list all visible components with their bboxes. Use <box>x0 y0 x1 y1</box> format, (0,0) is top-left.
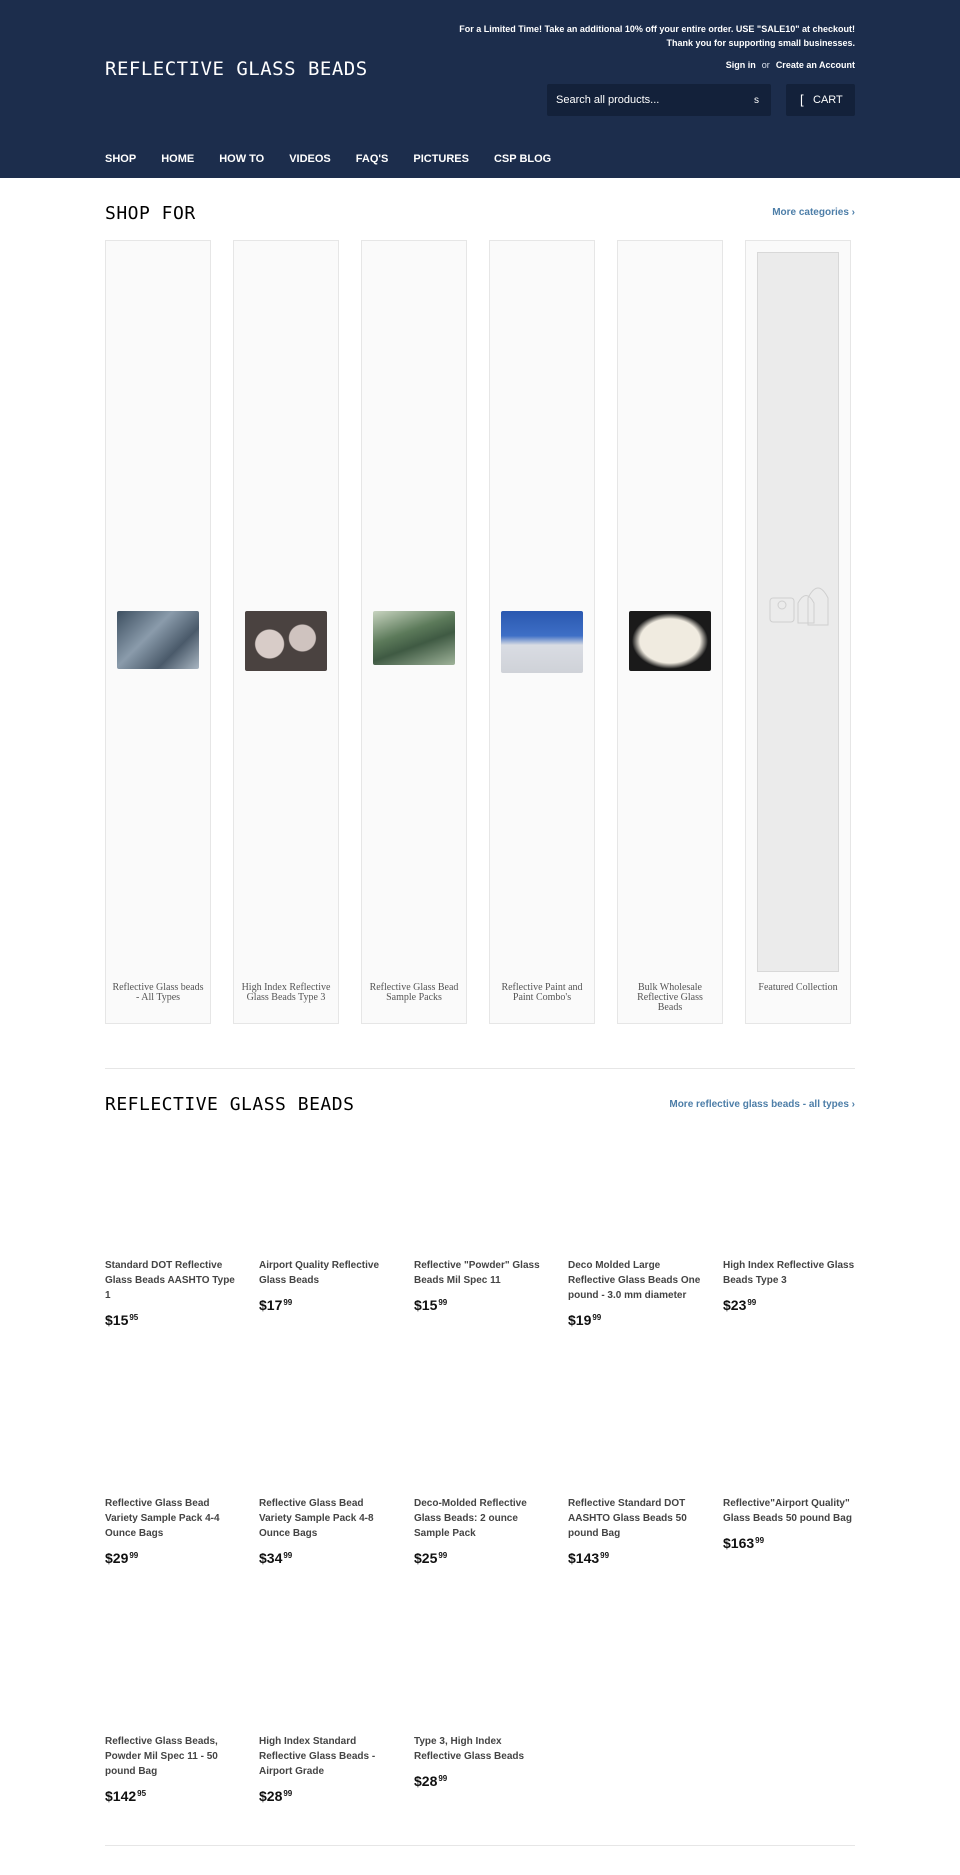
category-card[interactable] <box>489 240 595 1024</box>
category-label: Bulk Wholesale Reflective Glass Beads <box>637 982 703 1013</box>
cart-icon: [ <box>800 92 804 107</box>
category-card[interactable] <box>105 240 211 1024</box>
product-card[interactable] <box>259 1734 394 1804</box>
more-beads-link[interactable]: More reflective glass beads - all types › <box>669 1099 855 1110</box>
category-card[interactable] <box>361 240 467 1024</box>
product-name[interactable]: Reflective Glass Beads, Powder Mil Spec 11 - 50 pound Bag <box>105 1736 218 1777</box>
product-name[interactable]: Reflective Glass Bead Variety Sample Pack 4-4 Ounce Bags <box>105 1498 220 1539</box>
placeholder-image-icon <box>758 253 840 973</box>
product-card[interactable] <box>259 1258 394 1313</box>
nav-how-to[interactable]: HOW TO <box>219 153 265 165</box>
product-card[interactable] <box>259 1496 394 1566</box>
paint-bucket-photo-icon <box>501 611 583 673</box>
site-header <box>0 0 960 178</box>
product-name[interactable]: Reflective"Airport Quality" Glass Beads 50 pound Bag <box>723 1498 852 1524</box>
product-card[interactable] <box>568 1258 703 1328</box>
product-card[interactable] <box>414 1496 549 1566</box>
product-name[interactable]: High Index Reflective Glass Beads Type 3 <box>723 1260 855 1286</box>
cart-button[interactable] <box>786 84 855 116</box>
nav-csp-blog[interactable]: CSP BLOG <box>493 153 552 165</box>
sample-bags-photo-icon <box>373 611 455 665</box>
product-name[interactable]: Deco Molded Large Reflective Glass Beads One pound - 3.0 mm diameter <box>568 1260 701 1301</box>
product-card[interactable] <box>414 1734 549 1789</box>
product-card[interactable] <box>105 1734 240 1804</box>
product-name[interactable]: High Index Standard Reflective Glass Beads - Airport Grade <box>259 1736 376 1777</box>
create-account-link[interactable]: Create an Account <box>775 60 855 70</box>
nav-pictures[interactable]: PICTURES <box>413 153 469 165</box>
product-card[interactable] <box>723 1258 858 1313</box>
glass-beads-photo-icon <box>117 611 199 669</box>
product-price: $\$163^{99}$ <box>723 1535 765 1551</box>
section-divider <box>105 1845 855 1846</box>
promo-banner <box>459 22 855 50</box>
search-icon[interactable]: s <box>754 95 759 106</box>
product-name[interactable]: Reflective "Powder" Glass Beads Mil Spec 11 <box>414 1260 540 1286</box>
product-name[interactable]: Reflective Standard DOT AASHTO Glass Beads 50 pound Bag <box>568 1498 687 1539</box>
product-name[interactable]: Deco-Molded Reflective Glass Beads: 2 ounce Sample Pack <box>414 1498 527 1539</box>
product-price: $\$17^{99}$ <box>259 1297 293 1313</box>
site-logo[interactable]: REFLECTIVE GLASS BEADS <box>105 58 368 80</box>
main-nav <box>105 153 576 165</box>
nav-videos[interactable]: VIDEOS <box>289 153 331 165</box>
more-categories-link[interactable]: More categories › <box>772 207 855 218</box>
glass-beads-photo-icon <box>245 611 327 671</box>
product-price: $\$29^{99}$ <box>105 1550 139 1566</box>
sign-in-link[interactable]: Sign in <box>725 60 756 70</box>
nav-home[interactable]: HOME <box>161 153 195 165</box>
cart-label: CART <box>813 94 843 106</box>
promo-line-2: Thank you for supporting small businesses. <box>666 38 855 48</box>
product-price: $\$25^{99}$ <box>414 1550 448 1566</box>
or-text: or <box>761 60 770 70</box>
product-price: $\$28^{99}$ <box>414 1773 448 1789</box>
category-card[interactable] <box>745 240 851 1024</box>
product-price: $\$15^{99}$ <box>414 1297 448 1313</box>
product-name[interactable]: Reflective Glass Bead Variety Sample Pack 4-8 Ounce Bags <box>259 1498 374 1539</box>
placeholder-image-icon <box>757 252 839 972</box>
search-input[interactable] <box>547 84 771 116</box>
beads-section-title: REFLECTIVE GLASS BEADS <box>105 1094 355 1115</box>
product-name[interactable]: Standard DOT Reflective Glass Beads AASHTO Type 1 <box>105 1260 235 1301</box>
account-links <box>726 60 855 70</box>
category-label: Reflective Paint and Paint Combo's <box>501 982 583 1003</box>
product-price: $\$28^{99}$ <box>259 1788 293 1804</box>
category-card[interactable] <box>617 240 723 1024</box>
product-card[interactable] <box>723 1496 858 1551</box>
nav-shop[interactable]: SHOP <box>105 153 137 165</box>
product-name[interactable]: Airport Quality Reflective Glass Beads <box>259 1260 380 1286</box>
category-card[interactable] <box>233 240 339 1024</box>
product-card[interactable] <box>414 1258 549 1313</box>
product-card[interactable] <box>105 1496 240 1566</box>
product-price: $\$142^{95}$ <box>105 1788 147 1804</box>
nav-faqs[interactable]: FAQ'S <box>355 153 389 165</box>
category-label: Reflective Glass Bead Sample Packs <box>369 982 459 1003</box>
section-divider <box>105 1068 855 1069</box>
product-price: $\$34^{99}$ <box>259 1550 293 1566</box>
product-price: $\$15^{95}$ <box>105 1312 139 1328</box>
product-card[interactable] <box>105 1258 240 1328</box>
category-label: Reflective Glass beads - All Types <box>112 982 204 1003</box>
product-card[interactable] <box>568 1496 703 1566</box>
category-label: High Index Reflective Glass Beads Type 3 <box>241 982 331 1003</box>
promo-line-1: For a Limited Time! Take an additional 10% off your entire order. USE "SALE10" at checkout! <box>459 24 855 34</box>
product-price: $\$23^{99}$ <box>723 1297 757 1313</box>
category-label: Featured Collection <box>758 982 838 993</box>
product-name[interactable]: Type 3, High Index Reflective Glass Beads <box>414 1736 525 1762</box>
bulk-bag-photo-icon <box>629 611 711 671</box>
shop-for-title: SHOP FOR <box>105 203 196 224</box>
search-placeholder: Search all products... <box>556 94 660 106</box>
product-price: $\$143^{99}$ <box>568 1550 610 1566</box>
product-price: $\$19^{99}$ <box>568 1312 602 1328</box>
